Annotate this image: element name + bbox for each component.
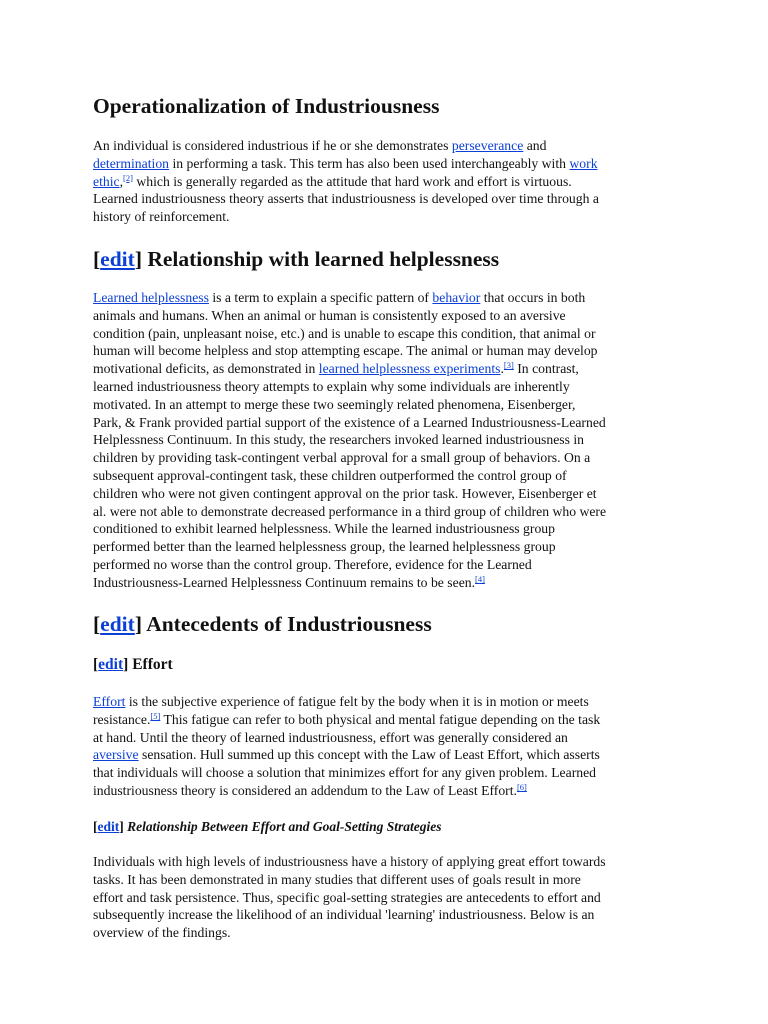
ref-link-5[interactable]: [5] [150, 710, 161, 721]
text-run: motivational deficits, as demonstrated in [93, 361, 319, 377]
link-determination[interactable]: determination [93, 155, 170, 171]
bracket: ] [119, 819, 124, 834]
heading-text: Relationship with learned helplessness [147, 247, 500, 271]
bracket: ] [134, 612, 142, 636]
edit-link[interactable]: edit [97, 819, 120, 834]
text-run: is the subjective experience of fatigue felt by the body when it is in motion or meets [125, 694, 589, 709]
link-effort[interactable]: Effort [93, 694, 126, 709]
paragraph-line: children who were not given contingent approval on the prior task. However, Eisenberger et [93, 485, 597, 501]
paragraph-line: subsequently increase the likelihood of an individual 'learning' industriousness. Below is an [93, 907, 595, 923]
paragraph-line: that individuals will choose a solution that minimizes effort for any given problem. Learned [93, 765, 597, 781]
paragraph-line: learned industriousness theory attempts to explain why some individuals are inherently [93, 378, 570, 394]
link-learned-helplessness-experiments[interactable]: learned helplessness experiments [318, 361, 501, 377]
bracket: [ [93, 247, 101, 271]
paragraph-line [93, 782, 683, 800]
text-run: This fatigue can refer to both physical and mental fatigue depending on the task [160, 711, 601, 727]
text-run: . [500, 361, 504, 377]
text-run: Industriousness-Learned Helplessness Continuum remains to be seen. [93, 574, 476, 590]
heading-text: Effort [132, 656, 173, 673]
text-run: , [119, 173, 124, 189]
intro-paragraph [93, 137, 683, 226]
text-run: and [523, 138, 547, 153]
link-aversive[interactable]: aversive [93, 747, 139, 763]
paragraph-line: effort and task persistence. Thus, specific goal-setting strategies are antecedents to effort and [93, 889, 601, 905]
paragraph-line [93, 693, 683, 711]
text-run: which is generally regarded as the attitude that hard work and effort is virtuous. [132, 173, 572, 189]
paragraph-line [93, 137, 683, 155]
paragraph-line: children by providing task-contingent verbal approval for a small group of behaviors. On a [93, 450, 591, 466]
text-run: industriousness theory is considered an addendum to the Law of Least Effort. [93, 782, 517, 798]
link-work-ethic-cont[interactable]: ethic [93, 173, 120, 189]
paragraph-line: tasks. It has been demonstrated in many studies that different uses of goals result in more [93, 871, 581, 887]
learned-helplessness-paragraph [93, 289, 683, 592]
ref-link-6[interactable]: [6] [516, 781, 527, 792]
text-run: resistance. [93, 711, 151, 727]
ref-link-4[interactable]: [4] [475, 573, 485, 584]
section-heading-antecedents [93, 611, 683, 637]
ref-link-3[interactable]: [3] [503, 360, 514, 371]
bracket: [ [93, 612, 101, 636]
paragraph-line [93, 711, 683, 729]
paragraph-line [93, 360, 683, 378]
bracket: [ [93, 656, 99, 673]
paragraph-line: conditioned to exhibit learned helplessness. While the learned industriousness group [93, 521, 555, 537]
paragraph-line: performed better than the learned helplessness group, the learned helplessness group [93, 539, 556, 555]
link-behavior[interactable]: behavior [432, 290, 481, 305]
paragraph-line [93, 746, 683, 764]
bracket: ] [134, 247, 142, 271]
page-title: Operationalization of Industriousness [93, 94, 440, 118]
ref-link-2[interactable]: [2] [123, 172, 133, 183]
paragraph-line: at hand. Until the theory of learned industriousness, effort was generally considered an [93, 729, 568, 745]
bracket: ] [123, 656, 129, 673]
edit-link[interactable]: edit [100, 612, 135, 636]
section-heading-learned-helplessness [93, 246, 683, 272]
paragraph-line: subsequent approval-contingent task, these children outperformed the control group of [93, 467, 567, 483]
heading-text: Relationship Between Effort and Goal-Setting Strategies [127, 819, 442, 834]
paragraph-line: condition (pain, unpleasant noise, etc.) and is unable to escape this condition, that animal or [93, 325, 596, 341]
paragraph-line: human will become helpless and stop attempting escape. The animal or human may develop [93, 343, 598, 359]
paragraph-line: Learned industriousness theory asserts that industriousness is developed over time through a [93, 191, 599, 207]
text-run: In contrast, [513, 361, 579, 377]
paragraph-line: animals and humans. When an animal or human is consistently exposed to an aversive [93, 307, 566, 323]
paragraph-line: motivated. In an attempt to merge these two seemingly related phenomena, Eisenberger, [93, 396, 576, 412]
edit-link[interactable]: edit [100, 247, 135, 271]
bracket: [ [93, 819, 98, 834]
goal-setting-paragraph [93, 853, 683, 942]
subsection-heading-goal-setting [93, 818, 683, 836]
edit-link[interactable]: edit [98, 656, 124, 673]
text-run: in performing a task. This term has also been used interchangeably with [169, 155, 570, 171]
paragraph-line [93, 155, 683, 173]
paragraph-line: overview of the findings. [93, 925, 231, 941]
text-run: An individual is considered industrious if he or she demonstrates [93, 138, 452, 153]
heading-text: Antecedents of Industriousness [146, 612, 432, 636]
paragraph-line: Park, & Frank provided partial support of the existence of a Learned Industriousness-Learned [93, 414, 606, 430]
paragraph-line: history of reinforcement. [93, 209, 230, 225]
paragraph-line [93, 173, 683, 191]
effort-paragraph [93, 693, 683, 800]
link-learned-helplessness[interactable]: Learned helplessness [93, 290, 209, 305]
paragraph-line: Helplessness Continuum. In this study, the researchers invoked learned industriousness in [93, 432, 585, 448]
link-work-ethic[interactable]: work [569, 155, 598, 171]
text-run: sensation. Hull summed up this concept with the Law of Least Effort, which asserts [138, 747, 600, 763]
text-run: that occurs in both [480, 290, 586, 305]
paragraph-line [93, 289, 683, 307]
paragraph-line: performed no worse than the control group. Therefore, evidence for the Learned [93, 556, 532, 572]
link-perseverance[interactable]: perseverance [451, 138, 524, 153]
paragraph-line: al. were not able to demonstrate decreased performance in a third group of children who were [93, 503, 607, 519]
subsection-heading-effort [93, 655, 683, 675]
paragraph-line: Individuals with high levels of industriousness have a history of applying great effort towards [93, 854, 606, 869]
text-run: is a term to explain a specific pattern of [208, 290, 433, 305]
paragraph-line [93, 574, 683, 592]
